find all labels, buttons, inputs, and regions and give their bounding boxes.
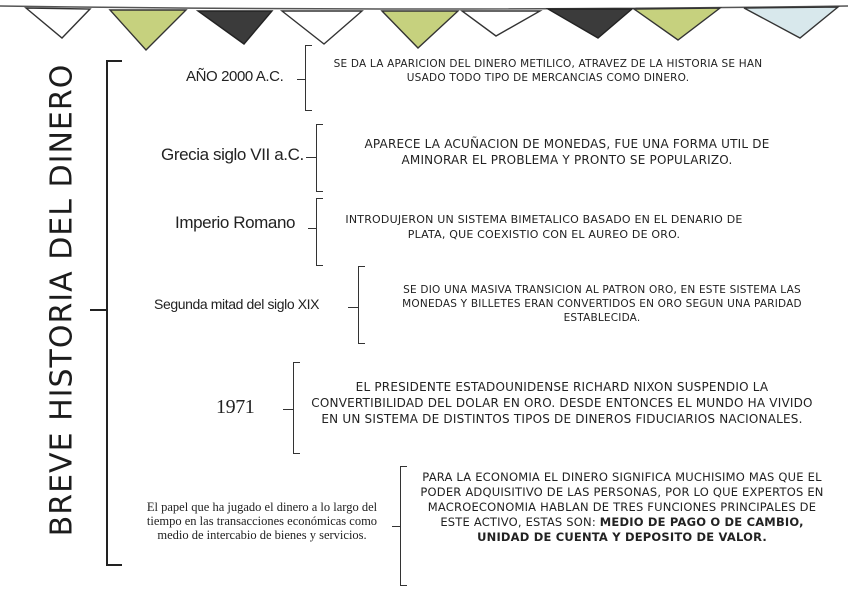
main-bracket-tick bbox=[90, 309, 106, 311]
diagram-title: BREVE HISTORIA DEL DINERO bbox=[44, 63, 80, 537]
description-highlight: MEDIO DE PAGO O DE CAMBIO, UNIDAD DE CUENTA Y DEPOSITO DE VALOR. bbox=[477, 515, 804, 544]
description-bracket bbox=[400, 466, 407, 586]
bunting-banner bbox=[0, 0, 848, 60]
timeline-description: INTRODUJERON UN SISTEMA BIMETALICO BASADO EN EL DENARIO DE PLATA, QUE COEXISTIO CON EL AUREO DE ORO. bbox=[345, 213, 743, 241]
label-connector bbox=[283, 409, 293, 410]
timeline-label: AÑO 2000 A.C. bbox=[186, 68, 284, 85]
label-connector bbox=[392, 526, 400, 527]
label-connector bbox=[348, 307, 358, 308]
pennant bbox=[26, 8, 90, 38]
timeline-label: Segunda mitad del siglo XIX bbox=[154, 296, 320, 312]
description-bracket bbox=[316, 198, 323, 266]
description-bracket bbox=[358, 266, 365, 344]
label-connector bbox=[297, 79, 305, 80]
timeline-description: EL PRESIDENTE ESTADOUNIDENSE RICHARD NIXON SUSPENDIO LA CONVERTIBILIDAD DEL DOLAR EN ORO. DESDE ENTONCES EL MUNDO HA VIVIDO EN UN SISTEMA DE DISTINTOS TIPOS DE DINEROS FIDUCIARIOS NACIONALES. bbox=[311, 380, 813, 426]
pennant bbox=[382, 11, 458, 48]
timeline-description: SE DA LA APARICION DEL DINERO METILICO, ATRAVEZ DE LA HISTORIA SE HAN USADO TODO TIPO DE MERCANCIAS COMO DINERO. bbox=[333, 58, 763, 84]
timeline-description: APARECE LA ACUÑACION DE MONEDAS, FUE UNA FORMA UTIL DE AMINORAR EL PROBLEMA Y PRONTO SE POPULARIZO. bbox=[364, 137, 770, 167]
pennant bbox=[110, 10, 186, 50]
timeline-description bbox=[418, 470, 826, 545]
pennant bbox=[462, 11, 540, 36]
description-bracket bbox=[293, 362, 300, 454]
timeline-label: Grecia siglo VII a.C. bbox=[161, 145, 304, 164]
timeline-label: 1971 bbox=[216, 396, 255, 418]
timeline-label: Imperio Romano bbox=[175, 213, 296, 232]
description-bracket bbox=[305, 45, 312, 111]
timeline-label: El papel que ha jugado el dinero a lo largo del tiempo en las transacciones económicas como medio de intercabio de bienes y servicios. bbox=[146, 500, 378, 542]
description-bracket bbox=[316, 124, 323, 192]
label-connector bbox=[306, 157, 316, 158]
timeline-description: SE DIO UNA MASIVA TRANSICION AL PATRON ORO, EN ESTE SISTEMA LAS MONEDAS Y BILLETES ERAN CONVERTIDOS EN ORO SEGUN UNA PARIDAD ESTABLECIDA. bbox=[402, 284, 802, 324]
description-text: PARA LA ECONOMIA EL DINERO SIGNIFICA MUCHISIMO MAS QUE EL PODER ADQUISITIVO DE LAS PERSONAS, POR LO QUE EXPERTOS EN MACROECONOMIA HABLAN DE TRES FUNCIONES PRINCIPALES DE ESTE ACTIVO, ESTAS SON: bbox=[420, 470, 824, 529]
pennant bbox=[282, 11, 362, 44]
pennant bbox=[744, 7, 838, 38]
label-connector bbox=[308, 228, 316, 229]
main-bracket bbox=[106, 60, 122, 566]
pennant bbox=[198, 11, 272, 44]
pennant bbox=[548, 9, 632, 38]
pennant bbox=[634, 8, 720, 40]
